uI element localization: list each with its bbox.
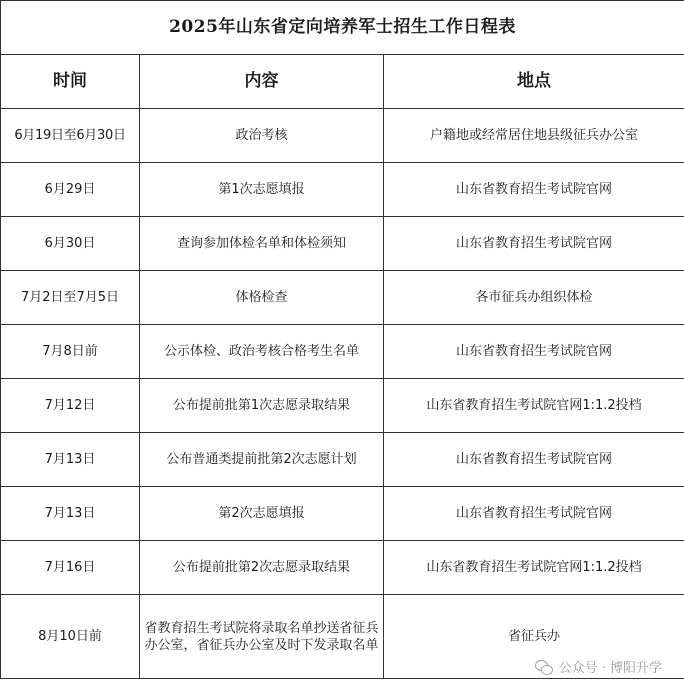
cell-place: 山东省教育招生考试院官网 [384,325,684,379]
table-row [1,379,684,433]
cell-time: 7月8日前 [1,325,140,379]
cell-content: 公布提前批第1次志愿录取结果 [140,379,384,433]
cell-place: 山东省教育招生考试院官网 [384,217,684,271]
cell-content: 查询参加体检名单和体检须知 [140,217,384,271]
cell-time: 7月2日至7月5日 [1,271,140,325]
header-time: 时间 [1,55,140,109]
table-title: 2025年山东省定向培养军士招生工作日程表 [1,1,684,55]
cell-place: 山东省教育招生考试院官网 [384,487,684,541]
cell-content: 第1次志愿填报 [140,163,384,217]
table-row [1,541,684,595]
table-row [1,325,684,379]
cell-place: 省征兵办 [384,595,684,679]
cell-time: 6月19日至6月30日 [1,109,140,163]
cell-time: 8月10日前 [1,595,140,679]
cell-time: 7月13日 [1,487,140,541]
table-row [1,163,684,217]
cell-content: 公示体检、政治考核合格考生名单 [140,325,384,379]
cell-content: 公布提前批第2次志愿录取结果 [140,541,384,595]
cell-time: 6月29日 [1,163,140,217]
cell-time: 6月30日 [1,217,140,271]
cell-content: 公布普通类提前批第2次志愿计划 [140,433,384,487]
table-row [1,487,684,541]
cell-place: 各市征兵办组织体检 [384,271,684,325]
watermark [535,657,662,676]
cell-time: 7月16日 [1,541,140,595]
cell-time: 7月12日 [1,379,140,433]
header-row [1,55,684,109]
cell-place: 山东省教育招生考试院官网 [384,163,684,217]
table-row [1,433,684,487]
title-row [1,1,684,55]
header-content: 内容 [140,55,384,109]
cell-place: 山东省教育招生考试院官网1:1.2投档 [384,541,684,595]
cell-place: 户籍地或经常居住地县级征兵办公室 [384,109,684,163]
cell-place: 山东省教育招生考试院官网 [384,433,684,487]
cell-content: 第2次志愿填报 [140,487,384,541]
cell-content: 体格检查 [140,271,384,325]
wechat-icon [535,658,553,676]
table-row [1,109,684,163]
cell-content: 省教育招生考试院将录取名单抄送省征兵办公室，省征兵办公室及时下发录取名单 [140,595,384,679]
header-place: 地点 [384,55,684,109]
cell-content: 政治考核 [140,109,384,163]
table-row [1,217,684,271]
cell-time: 7月13日 [1,433,140,487]
cell-place: 山东省教育招生考试院官网1:1.2投档 [384,379,684,433]
table-row [1,271,684,325]
watermark-text: 公众号 · 博阳升学 [558,661,662,676]
